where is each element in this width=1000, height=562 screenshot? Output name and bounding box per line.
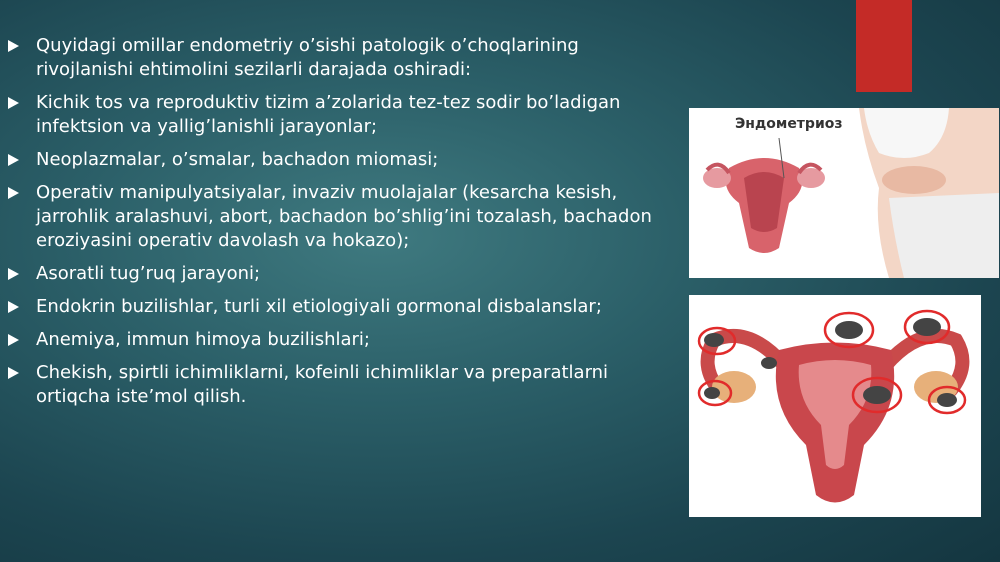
bullet-item: [8, 361, 708, 409]
bullet-item: [8, 295, 708, 319]
bullet-line: Quyidagi omillar endometriy o’sishi patologik o’choqlarining: [36, 35, 579, 56]
endometriosis-label: Эндометриоз: [735, 116, 843, 132]
uterus-lesions-illustration: [689, 295, 981, 517]
triangle-bullet-icon: [8, 367, 19, 379]
endometriosis-photo: [689, 108, 999, 278]
bullet-item: [8, 328, 708, 352]
bullet-line: rivojlanishi ehtimolini sezilarli darajada oshiradi:: [36, 59, 472, 80]
bullet-line: Neoplazmalar, o’smalar, bachadon miomasi;: [36, 149, 439, 170]
bullet-line: Asoratli tug’ruq jarayoni;: [36, 263, 261, 284]
bullet-item: [8, 262, 708, 286]
bullet-item: [8, 148, 708, 172]
bullet-line: infektsion va yallig’lanishli jarayonlar;: [36, 116, 378, 137]
bullet-line: Operativ manipulyatsiyalar, invaziv muolajalar (kesarcha kesish,: [36, 182, 618, 203]
bullet-item: [8, 181, 708, 253]
bullet-line: Anemiya, immun himoya buzilishlari;: [36, 329, 370, 350]
triangle-bullet-icon: [8, 334, 19, 346]
triangle-bullet-icon: [8, 301, 19, 313]
bullet-line: jarrohlik aralashuvi, abort, bachadon bo’shlig’ini tozalash, bachadon: [36, 206, 652, 227]
uterus-diagram: [689, 295, 981, 517]
bullet-item: [8, 91, 708, 139]
bullet-list: [8, 34, 708, 418]
endometriosis-illustration: [689, 108, 999, 278]
bullet-line: Chekish, spirtli ichimliklarni, kofeinli ichimliklar va preparatlarni: [36, 362, 609, 383]
bullet-line: Endokrin buzilishlar, turli xil etiologiyali gormonal disbalanslar;: [36, 296, 602, 317]
accent-bar: [856, 0, 912, 92]
triangle-bullet-icon: [8, 97, 19, 109]
triangle-bullet-icon: [8, 268, 19, 280]
triangle-bullet-icon: [8, 154, 19, 166]
bullet-item: [8, 34, 708, 82]
bullet-line: eroziyasini operativ davolash va hokazo);: [36, 230, 410, 251]
bullet-line: ortiqcha iste’mol qilish.: [36, 386, 247, 407]
bullet-line: Kichik tos va reproduktiv tizim a’zolarida tez-tez sodir bo’ladigan: [36, 92, 621, 113]
triangle-bullet-icon: [8, 40, 19, 52]
triangle-bullet-icon: [8, 187, 19, 199]
